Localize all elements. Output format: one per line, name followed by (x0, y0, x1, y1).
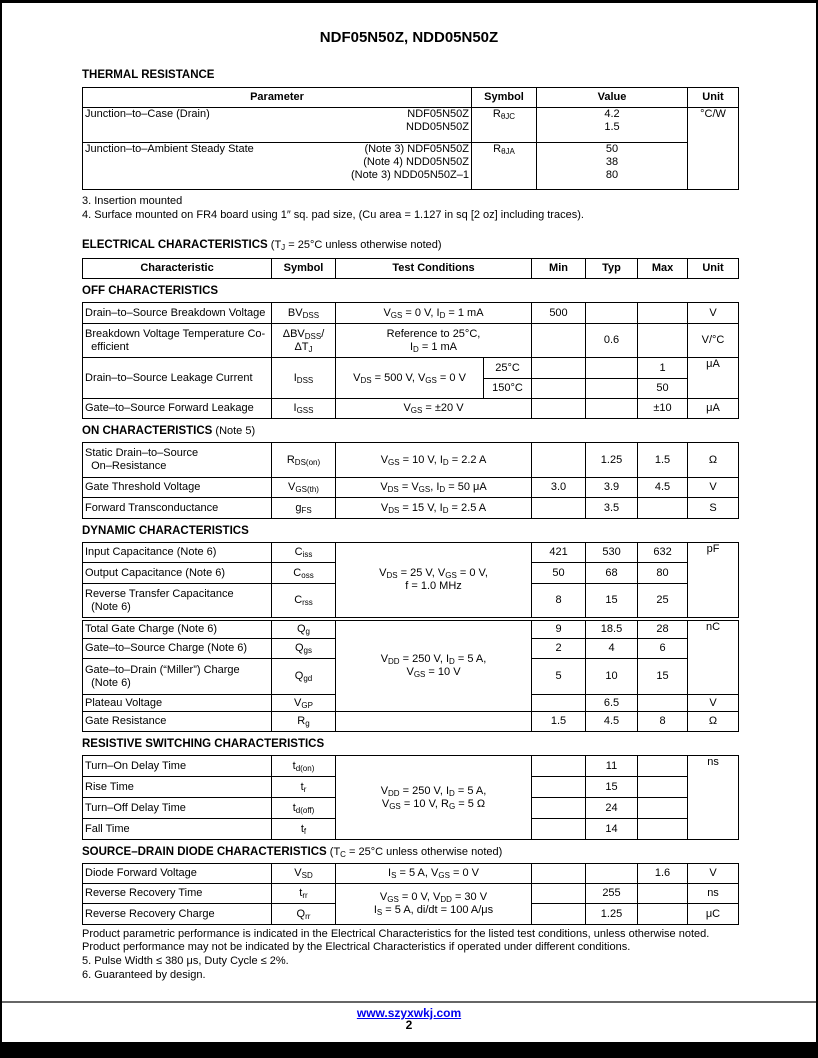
temperature-cell: 150°C (484, 379, 532, 399)
min-cell (532, 904, 586, 925)
resistive-switching-heading: RESISTIVE SWITCHING CHARACTERISTICS (82, 738, 325, 750)
typ-cell: 6.5 (586, 695, 638, 712)
off-characteristics-heading: OFF CHARACTERISTICS (82, 285, 219, 297)
min-cell (532, 695, 586, 712)
typ-cell: 4.5 (586, 712, 638, 732)
unit-cell: μA (688, 399, 739, 419)
min-cell (532, 379, 586, 399)
min-cell: 421 (532, 543, 586, 563)
typ-cell: 1.25 (586, 443, 638, 478)
conditions-cell: $V_{DD} = 250$ V, $I_D = 5$ A, $V_{GS} = 10$ V, $R_G = 5$ Ω (336, 756, 532, 840)
max-cell: 8 (638, 712, 688, 732)
conditions-cell: $V_{DS} = 25$ V, $V_{GS} = 0$ V, f = 1.0 MHz (336, 543, 532, 618)
heading-text: ON CHARACTERISTICS (82, 425, 213, 437)
max-cell: 25 (638, 584, 688, 618)
symbol-cell: $R_{DS(on)}$ (272, 443, 336, 478)
thermal-table (82, 87, 739, 190)
unit-cell: μA (688, 358, 739, 399)
min-cell (532, 798, 586, 819)
conditions-disclaimer: Product parametric performance is indicated in the Electrical Characteristics for the listed test conditions, unless otherwise noted. Product performance may not be indicated by the Electrical Characteristics if operated under different conditions. (82, 928, 710, 953)
heading-note: ($T_J = 25^\circ C$ unless otherwise noted) (267, 239, 442, 252)
typ-header: Typ (586, 259, 638, 279)
characteristic-cell: Reverse Transfer Capacitance (Note 6) (83, 584, 272, 618)
typ-cell: 15 (586, 584, 638, 618)
min-cell (532, 498, 586, 519)
variant: (Note 3) NDF05N50Z (364, 143, 469, 155)
dynamic-characteristics-heading: DYNAMIC CHARACTERISTICS (82, 525, 249, 537)
page-number: 2 (405, 1018, 413, 1032)
parameter-text: Junction–to–Ambient Steady State (85, 143, 254, 155)
symbol-cell: $I_{DSS}$ (272, 358, 336, 399)
conditions-cell: $V_{GS} = 10$ V, $I_D = 2.2$ A (336, 443, 532, 478)
typ-cell (586, 358, 638, 379)
typ-cell: 3.9 (586, 478, 638, 498)
symbol-cell: $t_r$ (272, 777, 336, 798)
conditions-cell: $V_{DS} = V_{GS}$, $I_D = 50$ μA (336, 478, 532, 498)
max-cell (638, 884, 688, 904)
min-header: Min (532, 259, 586, 279)
conditions-cell: $V_{DD} = 250$ V, $I_D = 5$ A, $V_{GS} = 10$ V (336, 621, 532, 712)
conditions-cell: $V_{DS} = 500$ V, $V_{GS} = 0$ V (336, 358, 484, 399)
thermal-section-heading: THERMAL RESISTANCE (82, 69, 215, 81)
variant: NDD05N50Z (406, 121, 469, 133)
max-cell (638, 904, 688, 925)
max-cell: 6 (638, 639, 688, 659)
note-line: 5. Pulse Width ≤ 380 μs, Duty Cycle ≤ 2%. (82, 955, 289, 967)
typ-cell: 14 (586, 819, 638, 840)
conditions-cell: $V_{GS} = \pm 20$ V (336, 399, 532, 419)
table-row (83, 621, 739, 639)
heading-note: (Note 5) (212, 425, 256, 437)
unit-cell: V/°C (688, 324, 739, 358)
footer-divider (2, 1001, 816, 1003)
typ-cell (586, 303, 638, 324)
parameter-header: Parameter (83, 88, 472, 108)
value-cell (537, 143, 688, 190)
min-cell (532, 777, 586, 798)
min-cell: 1.5 (532, 712, 586, 732)
max-cell: 1 (638, 358, 688, 379)
characteristic-cell: Gate Threshold Voltage (83, 478, 272, 498)
characteristic-cell: Turn–Off Delay Time (83, 798, 272, 819)
symbol-cell: $BV_{DSS}$ (272, 303, 336, 324)
characteristic-header: Characteristic (83, 259, 272, 279)
symbol-cell: $Q_{rr}$ (272, 904, 336, 925)
typ-cell: 24 (586, 798, 638, 819)
value-line: 4.2 (604, 108, 620, 120)
symbol-cell: $I_{GSS}$ (272, 399, 336, 419)
table-row (83, 498, 739, 519)
symbol-cell: $R_{\theta JC}$ (472, 108, 537, 143)
conditions-cell: $I_S = 5$ A, $V_{GS} = 0$ V (336, 864, 532, 884)
typ-cell: 18.5 (586, 621, 638, 639)
max-cell: 1.6 (638, 864, 688, 884)
page-title: NDF05N50Z, NDD05N50Z (319, 29, 499, 46)
symbol-cell: $Q_{gd}$ (272, 659, 336, 695)
thermal-header-row (83, 88, 739, 108)
characteristic-cell: Gate–to–Source Forward Leakage (83, 399, 272, 419)
characteristic-cell: Drain–to–Source Breakdown Voltage (83, 303, 272, 324)
max-cell: 50 (638, 379, 688, 399)
min-cell (532, 324, 586, 358)
min-cell (532, 819, 586, 840)
typ-cell (586, 379, 638, 399)
characteristic-cell: Rise Time (83, 777, 272, 798)
min-cell (532, 884, 586, 904)
variant-list (351, 143, 469, 182)
typ-cell (586, 864, 638, 884)
max-cell (638, 777, 688, 798)
unit-cell: V (688, 695, 739, 712)
table-row (83, 864, 739, 884)
electrical-header-row (83, 259, 739, 279)
temperature-cell: 25°C (484, 358, 532, 379)
typ-cell (586, 399, 638, 419)
characteristic-cell: Static Drain–to–Source On–Resistance (83, 443, 272, 478)
variant: NDF05N50Z (407, 108, 469, 120)
characteristic-cell: Turn–On Delay Time (83, 756, 272, 777)
parameter-text: Junction–to–Case (Drain) (85, 108, 210, 120)
typ-cell: 3.5 (586, 498, 638, 519)
min-cell (532, 358, 586, 379)
unit-cell: nC (688, 621, 739, 695)
conditions-cell: Reference to 25°C, $I_D = 1$ mA (336, 324, 532, 358)
min-cell: 50 (532, 563, 586, 584)
unit-cell: V (688, 303, 739, 324)
variant: (Note 4) NDD05N50Z (363, 156, 469, 168)
typ-cell: 0.6 (586, 324, 638, 358)
max-cell: 1.5 (638, 443, 688, 478)
value-line: 38 (605, 156, 619, 168)
min-cell: 3.0 (532, 478, 586, 498)
symbol-cell: $\Delta BV_{DSS}/$ $\Delta T_J$ (272, 324, 336, 358)
symbol-cell: $R_{\theta JA}$ (472, 143, 537, 190)
unit-cell: μC (688, 904, 739, 925)
table-row (83, 358, 739, 379)
parameter-cell (83, 108, 472, 143)
min-cell: 8 (532, 584, 586, 618)
max-cell: 28 (638, 621, 688, 639)
characteristic-cell: Reverse Recovery Time (83, 884, 272, 904)
note-line: 4. Surface mounted on FR4 board using 1″ sq. pad size, (Cu area = 1.127 in sq [2 oz] including traces). (82, 209, 584, 221)
conditions-header: Test Conditions (336, 259, 532, 279)
max-cell (638, 498, 688, 519)
note-line: 3. Insertion mounted (82, 195, 183, 207)
max-cell (638, 798, 688, 819)
table-row (83, 478, 739, 498)
on-characteristics-table (82, 442, 739, 519)
table-row (83, 399, 739, 419)
unit-cell: Ω (688, 443, 739, 478)
note-line: 6. Guaranteed by design. (82, 969, 206, 981)
symbol-cell: $t_{d(off)}$ (272, 798, 336, 819)
parameter-cell (83, 143, 472, 190)
characteristic-cell: Reverse Recovery Charge (83, 904, 272, 925)
max-cell: 80 (638, 563, 688, 584)
characteristic-cell: Forward Transconductance (83, 498, 272, 519)
website-link[interactable]: www.szyxwkj.com (356, 1006, 462, 1020)
symbol-cell: $V_{SD}$ (272, 864, 336, 884)
value-line: 1.5 (604, 121, 620, 133)
characteristic-cell: Diode Forward Voltage (83, 864, 272, 884)
unit-cell: ns (688, 884, 739, 904)
symbol-cell: $C_{oss}$ (272, 563, 336, 584)
on-characteristics-heading (82, 425, 736, 438)
typ-cell: 68 (586, 563, 638, 584)
table-row (83, 543, 739, 563)
unit-cell: V (688, 478, 739, 498)
table-row (83, 443, 739, 478)
max-cell: 632 (638, 543, 688, 563)
unit-cell: Ω (688, 712, 739, 732)
characteristic-cell: Plateau Voltage (83, 695, 272, 712)
unit-header: Unit (688, 259, 739, 279)
max-cell: 4.5 (638, 478, 688, 498)
table-row (83, 108, 739, 143)
unit-cell: S (688, 498, 739, 519)
typ-cell: 11 (586, 756, 638, 777)
typ-cell: 255 (586, 884, 638, 904)
thermal-notes (82, 195, 736, 222)
source-drain-diode-table (82, 863, 739, 925)
typ-cell: 4 (586, 639, 638, 659)
page-content (2, 3, 816, 982)
max-cell: ±10 (638, 399, 688, 419)
min-cell: 2 (532, 639, 586, 659)
characteristic-cell: Drain–to–Source Leakage Current (83, 358, 272, 399)
resistive-switching-table (82, 755, 739, 840)
bottom-bar (2, 1042, 816, 1058)
symbol-cell: $V_{GS(th)}$ (272, 478, 336, 498)
conditions-cell: $V_{GS} = 0$ V, $I_D = 1$ mA (336, 303, 532, 324)
max-cell (638, 695, 688, 712)
typ-cell: 10 (586, 659, 638, 695)
table-row (83, 756, 739, 777)
symbol-cell: $t_{rr}$ (272, 884, 336, 904)
max-header: Max (638, 259, 688, 279)
characteristic-cell: Input Capacitance (Note 6) (83, 543, 272, 563)
max-cell: 15 (638, 659, 688, 695)
value-cell (537, 108, 688, 143)
characteristic-cell: Breakdown Voltage Temperature Co- efficient (83, 324, 272, 358)
characteristic-cell: Gate–to–Source Charge (Note 6) (83, 639, 272, 659)
symbol-cell: $t_f$ (272, 819, 336, 840)
table-row (83, 884, 739, 904)
symbol-header: Symbol (472, 88, 537, 108)
characteristic-cell: Fall Time (83, 819, 272, 840)
symbol-cell: $R_g$ (272, 712, 336, 732)
value-line: 50 (605, 143, 619, 155)
min-cell (532, 443, 586, 478)
unit-cell: V (688, 864, 739, 884)
max-cell (638, 303, 688, 324)
heading-text: SOURCE–DRAIN DIODE CHARACTERISTICS (82, 846, 327, 858)
unit-header: Unit (688, 88, 739, 108)
table-row (83, 303, 739, 324)
source-drain-diode-heading (82, 846, 736, 859)
symbol-header: Symbol (272, 259, 336, 279)
symbol-cell: $Q_g$ (272, 621, 336, 639)
unit-cell: pF (688, 543, 739, 618)
max-cell (638, 324, 688, 358)
table-row (83, 324, 739, 358)
min-cell: 5 (532, 659, 586, 695)
typ-cell: 15 (586, 777, 638, 798)
table-row (83, 143, 739, 190)
max-cell (638, 819, 688, 840)
min-cell: 500 (532, 303, 586, 324)
conditions-cell (336, 712, 532, 732)
electrical-section-heading (82, 239, 736, 252)
dynamic-gate-charge-table (82, 620, 739, 732)
value-header: Value (537, 88, 688, 108)
conditions-cell: $V_{DS} = 15$ V, $I_D = 2.5$ A (336, 498, 532, 519)
symbol-cell: $C_{rss}$ (272, 584, 336, 618)
unit-cell: °C/W (688, 108, 739, 190)
typ-cell: 530 (586, 543, 638, 563)
min-cell (532, 399, 586, 419)
min-cell (532, 756, 586, 777)
min-cell (532, 864, 586, 884)
min-cell: 9 (532, 621, 586, 639)
unit-cell: ns (688, 756, 739, 840)
heading-note: ($T_C = 25^\circ C$ unless otherwise noted) (326, 846, 503, 859)
dynamic-capacitance-table (82, 542, 739, 618)
table-row (83, 712, 739, 732)
symbol-cell: $g_{FS}$ (272, 498, 336, 519)
typ-cell: 1.25 (586, 904, 638, 925)
variant: (Note 3) NDD05N50Z–1 (351, 169, 469, 181)
characteristic-cell: Output Capacitance (Note 6) (83, 563, 272, 584)
variant-list (406, 108, 469, 134)
symbol-cell: $C_{iss}$ (272, 543, 336, 563)
symbol-cell: $t_{d(on)}$ (272, 756, 336, 777)
characteristic-cell: Total Gate Charge (Note 6) (83, 621, 272, 639)
value-line: 80 (605, 169, 619, 181)
max-cell (638, 756, 688, 777)
symbol-cell: $Q_{gs}$ (272, 639, 336, 659)
characteristic-cell: Gate–to–Drain (“Miller”) Charge (Note 6) (83, 659, 272, 695)
conditions-cell: $V_{GS} = 0$ V, $V_{DD} = 30$ V $I_S = 5$ A, di/dt = 100 A/μs (336, 884, 532, 925)
characteristic-cell: Gate Resistance (83, 712, 272, 732)
heading-text: ELECTRICAL CHARACTERISTICS (82, 239, 268, 251)
electrical-header-table (82, 258, 739, 279)
symbol-cell: $V_{GP}$ (272, 695, 336, 712)
off-characteristics-table (82, 302, 739, 419)
